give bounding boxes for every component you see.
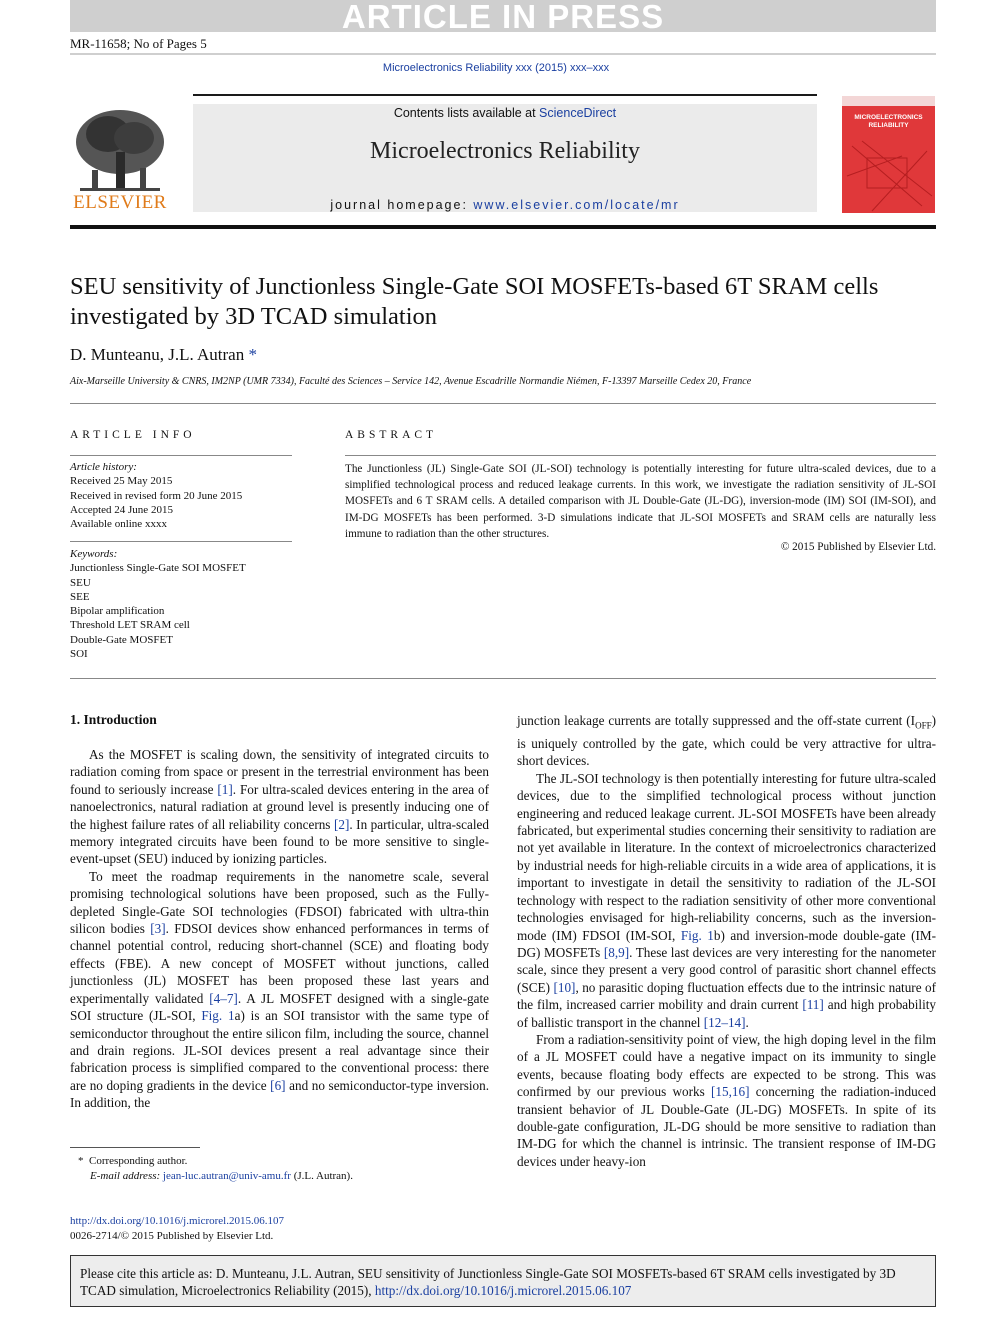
article-info-heading: ARTICLE INFO (70, 429, 196, 441)
citation-link[interactable]: [3] (150, 921, 166, 937)
keyword: Junctionless Single-Gate SOI MOSFET (70, 562, 246, 575)
citation-text (80, 1265, 926, 1300)
doi-link[interactable]: http://dx.doi.org/10.1016/j.microrel.2015.06.107 (70, 1215, 284, 1227)
abstract-text: The Junctionless (JL) Single-Gate SOI (JL-SOI) technology is potentially interesting for future ultra-scaled devices, due to a simplified technological process and reduced leakage currents. In this work, we investigate the radiation sensitivity of JL-SOI MOSFETs and 6 T SRAM cells. A detailed comparison with JL Double-Gate (JL-DG), inversion-mode (IM) SOI (IM-SOI), and IM-DG MOSFETs has been performed. 3-D simulations indicate that JL-SOI MOSFETs and SRAM cells are naturally less immune to radiation than the other structures. (345, 463, 936, 540)
article-info-rule (70, 455, 292, 456)
text-run: . (745, 1014, 749, 1030)
keyword: Double-Gate MOSFET (70, 633, 173, 646)
subscript-off: OFF (915, 720, 932, 731)
history-label: Article history: (70, 461, 137, 473)
intro-paragraph-1 (70, 746, 489, 868)
contents-prefix: Contents lists available at (393, 106, 540, 120)
text-run: ) is uniquely controlled by the gate, which could be very attractive for ultra-short devices. (517, 713, 936, 769)
text-run: . FDSOI devices show enhanced performances in terms of channel potential control, reducing short-channel (SCE) and floating body effects (FBE). A new concept of MOSFET without junctions, called junctionless (JL) MOSFET has been proposed these last years and experimentally validated (70, 921, 489, 1006)
history-accepted: Accepted 24 June 2015 (70, 503, 173, 516)
text-run: and high probability of ballistic transport in the channel (517, 997, 936, 1030)
affiliation: Aix-Marseille University & CNRS, IM2NP (UMR 7334), Faculté des Sciences – Service 142, Avenue Escadrille Normandie Niémen, F-13397 Marseille Cedex 20, France (70, 376, 752, 387)
body-right-column (517, 712, 936, 1170)
keywords-rule (70, 541, 292, 542)
history-received: Received 25 May 2015 (70, 475, 173, 488)
abstract-bottom-rule (70, 678, 936, 679)
intro-paragraph-3 (517, 770, 936, 1031)
citation-link[interactable]: [1] (217, 781, 233, 797)
footnote-label: Corresponding author. (89, 1155, 188, 1167)
issn-line: 0026-2714/© 2015 Published by Elsevier Ltd. (70, 1230, 274, 1242)
text-run: To meet the roadmap requirements in the nanometre scale, several promising technological solutions have been proposed, such as the Fully-depleted Single-Gate SOI technologies (FDSOI) fabricated with ultra-thin silicon bodies (70, 868, 489, 937)
intro-paragraph-2 (70, 868, 489, 1112)
text-run: As the MOSFET is scaling down, the sensitivity of integrated circuits to radiation coming from space or present in the terrestrial environment has been found to seriously increase (70, 747, 489, 797)
email-link[interactable]: jean-luc.autran@univ-amu.fr (162, 1170, 291, 1182)
homepage-link[interactable]: www.elsevier.com/locate/mr (473, 198, 680, 212)
footnote (70, 1154, 353, 1184)
authors (70, 345, 257, 365)
homepage-prefix: journal homepage: (330, 198, 474, 212)
article-history (70, 460, 242, 531)
masthead-top-rule (193, 94, 817, 96)
journal-reference[interactable]: Microelectronics Reliability xxx (2015) xxx–xxx (382, 62, 610, 74)
keyword: Bipolar amplification (70, 605, 165, 618)
citation-link[interactable]: [4–7] (209, 990, 238, 1006)
text-run: a) is an SOI transistor with the same type of semiconductor throughout the entire silicon film, including the source, channel and drain regions. JL-SOI devices present a real advantage since their fabrication process is simplified compared to the conventional process: there are no doping gradients in the device (70, 1008, 489, 1093)
contents-line (193, 106, 817, 120)
header-divider (70, 53, 936, 55)
cover-title: MICROELECTRONICS RELIABILITY (854, 114, 923, 129)
text-run: b) and inversion-mode double-gate (IM-DG) MOSFETs (517, 927, 936, 960)
masthead-bottom-rule (70, 225, 936, 229)
keyword: Threshold LET SRAM cell (70, 619, 190, 632)
text-run: The JL-SOI technology is then potentially interesting for future ultra-scaled devices, due to the simplified technological process without junction engineering and reduced leakage current. JL-SOI MOSFETs have been already fabricated, but experimental studies concerning their sensitivity to radiation are not yet available in literature. In the context of microelectronics characterized by industrial needs for high-reliable circuits in a wide area of applications, it is important to investigate in detail the sensitivity to radiation of the JL-SOI technology with respect to the radiation sensitivity of other more conventional technologies envisaged for high-reliability concerns, such as the inversion-mode (IM) FDSOI (IM-SOI, (517, 770, 936, 943)
body-left-column (70, 746, 489, 1112)
publisher-name: ELSEVIER (73, 192, 167, 213)
history-online: Available online xxxx (70, 518, 167, 531)
figure-link[interactable]: Fig. 1 (680, 927, 714, 943)
manuscript-number: MR-11658; No of Pages 5 (70, 36, 207, 51)
text-run: . For ultra-scaled devices entering in the area of nanoelectronics, natural radiation at ground level is presently inducing one of the highest failure rates of all reliability concerns (70, 781, 489, 832)
sciencedirect-link[interactable]: ScienceDirect (539, 106, 617, 120)
text-run: . These last devices are very interesting for the nanometer scale, since they present a very good control of parasitic short channel effects (SCE) (517, 944, 936, 995)
citation-link[interactable]: [12–14] (703, 1014, 746, 1030)
citation-link[interactable]: [2] (333, 816, 350, 832)
intro-paragraph-4 (517, 1031, 936, 1170)
doi-block (70, 1214, 284, 1244)
footnote-mark: * (78, 1155, 84, 1167)
journal-cover[interactable] (842, 96, 935, 213)
figure-link[interactable]: Fig. 1 (201, 1008, 235, 1024)
article-in-press-banner (70, 0, 936, 35)
citation-link[interactable]: [8,9] (603, 944, 630, 960)
footnote-rule (70, 1147, 200, 1148)
affiliation-divider (70, 403, 936, 404)
citation-doi-link[interactable]: http://dx.doi.org/10.1016/j.microrel.2015.06.107 (374, 1283, 632, 1299)
keywords-label: Keywords: (70, 548, 118, 560)
email-label: E-mail address: (90, 1170, 163, 1182)
corresponding-author-note (70, 1154, 353, 1169)
citation-link[interactable]: [6] (270, 1077, 286, 1093)
journal-name: Microelectronics Reliability (370, 138, 640, 164)
keyword: SEE (70, 590, 90, 603)
text-run: and no semiconductor-type inversion. In addition, the (70, 1077, 489, 1111)
citation-link[interactable]: [15,16] (711, 1084, 750, 1100)
keyword: SOI (70, 648, 88, 661)
corresponding-author-mark[interactable]: * (248, 345, 257, 364)
introduction-heading: 1. Introduction (70, 712, 157, 727)
email-line (70, 1169, 353, 1184)
text-run: . A JL MOSFET designed with a single-gate SOI structure (JL-SOI, (70, 990, 489, 1024)
citation-link[interactable]: [10] (553, 979, 576, 995)
history-revised: Received in revised form 20 June 2015 (70, 489, 243, 502)
text-run: From a radiation-sensitivity point of view, the high doping level in the film of a JL MOSFET could have a negative impact on its immunity to single events, because floating body effects are expected to be strong. This was confirmed by our previous works (517, 1031, 936, 1100)
intro-paragraph-continued (517, 712, 936, 770)
keywords (70, 547, 246, 661)
keyword: SEU (70, 576, 91, 589)
citation-link[interactable]: [11] (802, 997, 824, 1013)
citation-prefix: Please cite this article as: D. Munteanu, J.L. Autran, SEU sensitivity of Junctionless Single-Gate SOI MOSFETs-based 6T SRAM cells investigated by 3D TCAD simulation, Microelectronics Reliability (2015), (80, 1266, 896, 1299)
text-run: . In particular, ultra-scaled memory integrated circuits have been found to be more sensitive to single-event-upset (SEU) induced by ionizing particles. (70, 816, 489, 867)
text-run: concerning the radiation-induced transient behavior of JL Double-Gate (JL-DG) MOSFETs. In spite of its double-gate configuration, JL-DG should be more sensitive to radiation than IM-DG for which the channel is intrinsic. The transient response of IM-DG devices under heavy-ion (517, 1084, 937, 1169)
text-run: junction leakage currents are totally suppressed and the off-state current (I (517, 713, 916, 728)
author-names: D. Munteanu, J.L. Autran (70, 345, 245, 364)
abstract-rule (345, 455, 936, 456)
banner-text: ARTICLE IN PRESS (341, 0, 665, 35)
email-owner: (J.L. Autran). (290, 1170, 353, 1182)
text-run: , no parasitic doping fluctuation effects due to the intrinsic nature of the film, increased carrier mobility and drain current (517, 979, 937, 1013)
article-title: SEU sensitivity of Junctionless Single-Gate SOI MOSFETs-based 6T SRAM cells investigated by 3D TCAD simulation (70, 273, 879, 330)
citation-box (70, 1255, 936, 1307)
abstract-copyright: © 2015 Published by Elsevier Ltd. (780, 541, 936, 553)
abstract-heading: ABSTRACT (345, 429, 438, 441)
journal-homepage (193, 198, 817, 212)
